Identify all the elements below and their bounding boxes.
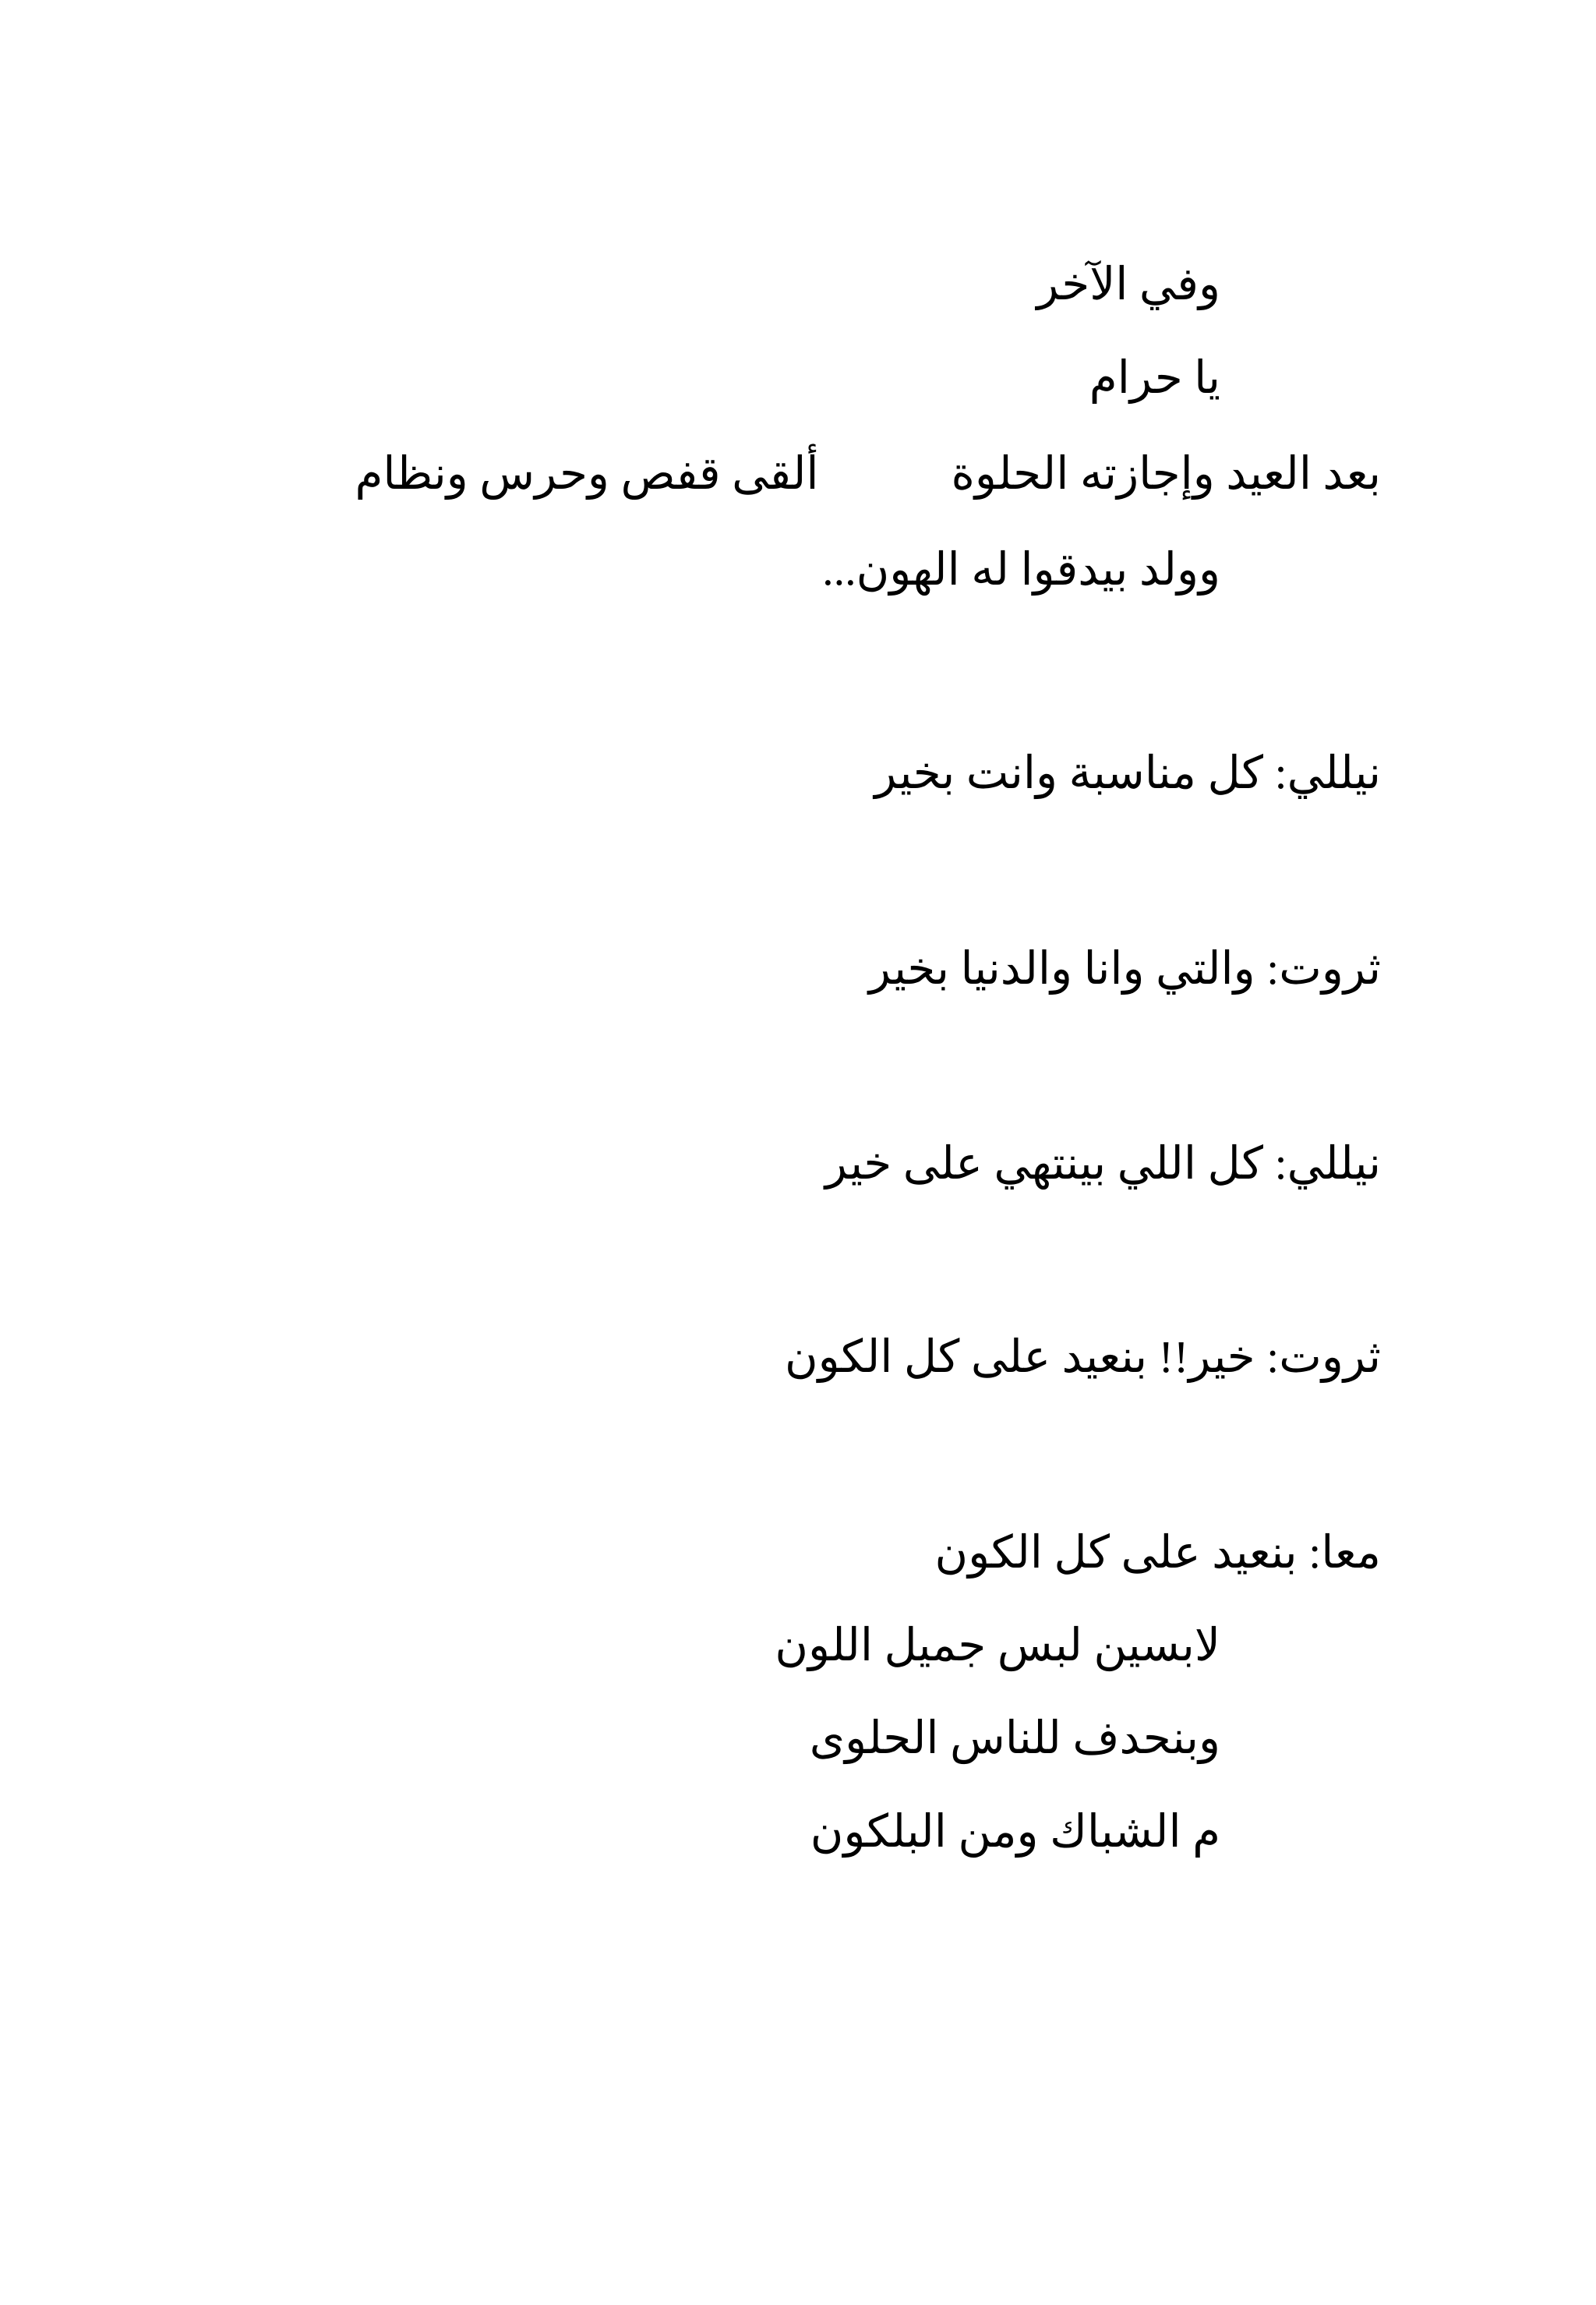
verse-line-3 bbox=[355, 447, 1381, 501]
dialogue-tharwat-1: ثروت: والتي وانا والدنيا بخير bbox=[868, 943, 1381, 994]
verse-line-3-second-half: ألقى قفص وحرس ونظام bbox=[355, 448, 819, 499]
dialogue-nelly-2: نيللي: كل اللي بينتهي على خير bbox=[824, 1138, 1381, 1189]
dialogue-nelly-1: نيللي: كل مناسبة وانت بخير bbox=[874, 748, 1381, 798]
verse-line-11: وبنحدف للناس الحلوى bbox=[809, 1713, 1220, 1763]
verse-line-1: وفي الآخر bbox=[1036, 259, 1220, 309]
verse-line-2: يا حرام bbox=[1089, 352, 1220, 403]
dialogue-together: معا: بنعيد على كل الكون bbox=[934, 1527, 1381, 1578]
verse-line-10: لابسين لبس جميل اللون bbox=[775, 1620, 1220, 1670]
verse-line-4: وولد بيدقوا له الهون... bbox=[822, 544, 1220, 595]
dialogue-tharwat-2: ثروت: خير!! بنعيد على كل الكون bbox=[785, 1331, 1381, 1382]
verse-line-3-first-half: بعد العيد وإجازته الحلوة bbox=[951, 448, 1381, 499]
verse-line-12: م الشباك ومن البلكون bbox=[810, 1806, 1220, 1857]
